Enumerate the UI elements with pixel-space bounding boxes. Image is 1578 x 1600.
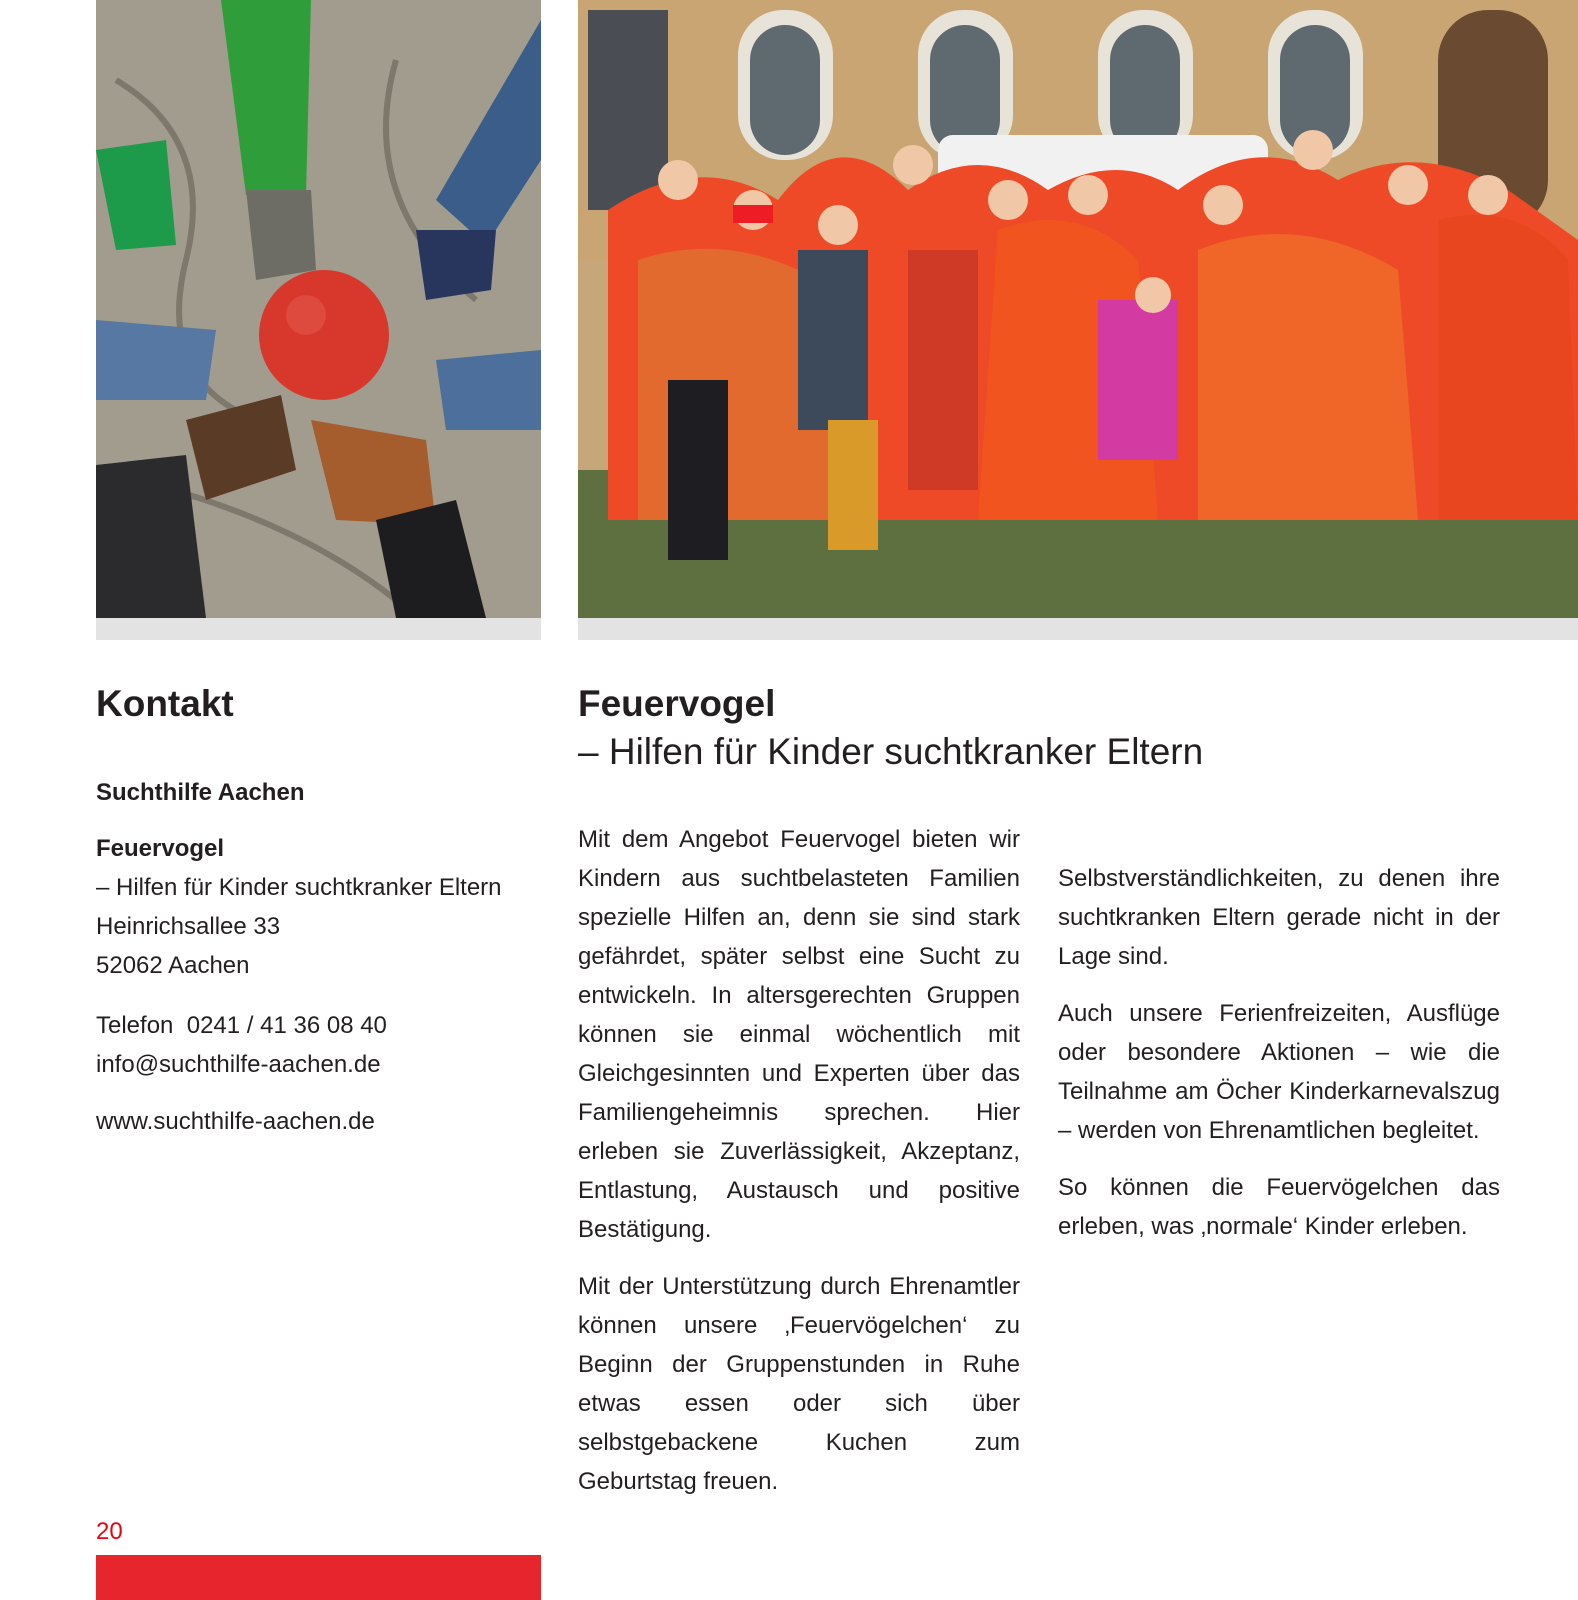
photo-feet-ball-bar [96,618,541,640]
main-subtitle: – Hilfen für Kinder suchtkranker Eltern [578,731,1204,772]
body-paragraph: Mit dem Angebot Feuervogel bieten wir Kindern aus suchtbelasteten Familien spezielle Hilfen an, denn sie sind stark gefährdet, später selbst eine Sucht zu entwickeln. In altersgerechten Gruppen können sie einmal wöchentlich mit Gleichgesinnten und Experten über das Familiengeheimnis sprechen. Hier erleben sie Zuverlässigkeit, Akzeptanz, Entlastung, Austausch und positive Bestätigung. [578,826,1020,1243]
page-number: 20 [96,1518,123,1545]
contact-street: Heinrichsallee 33 [96,913,281,940]
contact-phone-email-block [96,1006,546,1084]
contact-website[interactable]: www.suchthilfe-aachen.de [96,1108,375,1135]
contact-org-name: Suchthilfe Aachen [96,779,305,806]
contact-email[interactable]: info@suchthilfe-aachen.de [96,1051,381,1078]
body-column-2 [1058,859,1500,1264]
main-title: Feuervogel [578,683,776,724]
contact-website-block [96,1102,546,1141]
contact-address-block [96,829,546,985]
contact-org-block [96,773,546,812]
body-paragraph: Auch unsere Ferienfreizeiten, Ausflüge oder besondere Aktionen – wie die Teilnahme am Öcher Kinderkarnevalszug – werden von Ehrenamtlichen begleitet. [1058,1000,1500,1144]
photo-feuervogel-group-bar [578,618,1578,640]
photo-feuervogel-group [578,0,1578,618]
contact-city: 52062 Aachen [96,952,250,979]
kontakt-heading: Kontakt [96,683,234,724]
body-column-1 [578,820,1020,1519]
photo-feet-ball [96,0,541,618]
body-paragraph: So können die Feuervögelchen das erleben, was ‚normale‘ Kinder erleben. [1058,1174,1500,1240]
contact-program-name: Feuervogel [96,835,225,862]
contact-program-subtitle: – Hilfen für Kinder suchtkranker Eltern [96,874,502,901]
body-paragraph: Mit der Unterstützung durch Ehrenamtler können unsere ‚Feuervögelchen‘ zu Beginn der Gruppenstunden in Ruhe etwas essen oder sich über selbstgebackene Kuchen zum Geburtstag freuen. [578,1273,1020,1495]
body-paragraph: Selbstverständlichkeiten, zu denen ihre suchtkranken Eltern gerade nicht in der Lage sind. [1058,865,1500,970]
contact-phone: Telefon 0241 / 41 36 08 40 [96,1012,387,1039]
footer-red-bar [96,1555,541,1600]
